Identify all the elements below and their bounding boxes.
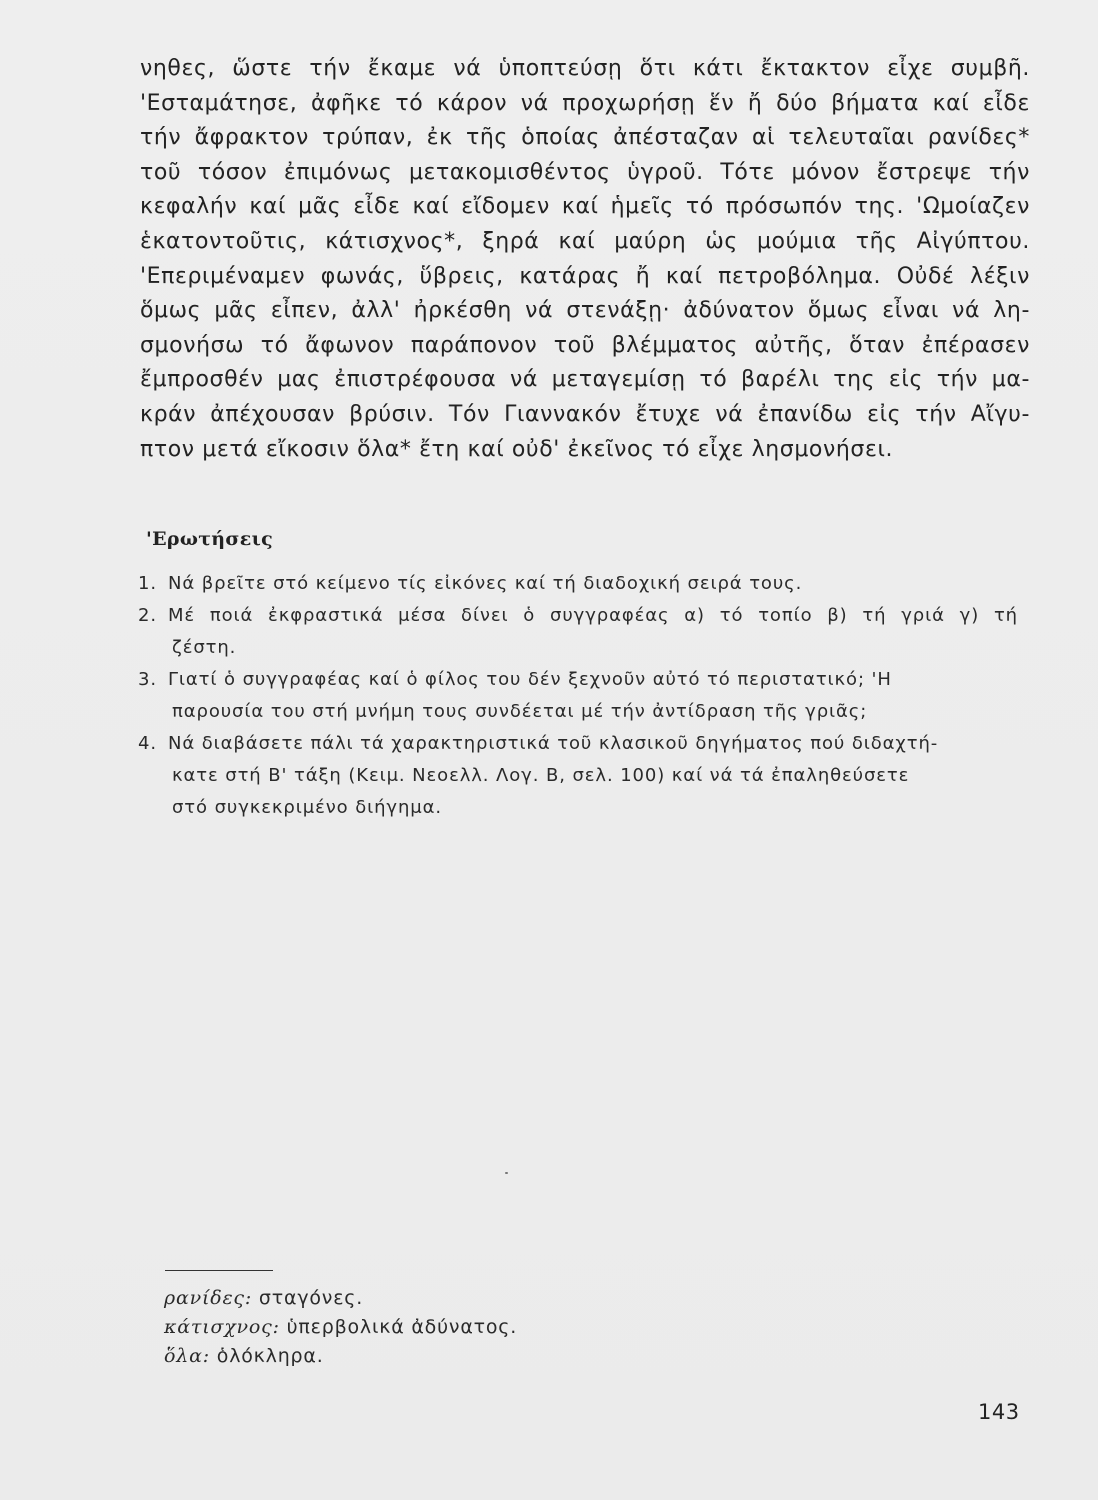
footnote <box>164 1284 517 1313</box>
question-number: 2. <box>138 605 157 626</box>
story-line: ἔμπροσθέν μας ἐπιστρέφουσα νά μεταγεμίσῃ τό βαρέλι της εἰς τήν μα- <box>140 367 1030 393</box>
footnote-definition: σταγόνες. <box>258 1287 364 1309</box>
footnote-definition: ὁλόκληρα. <box>216 1345 324 1367</box>
footnote <box>164 1313 517 1342</box>
story-line: πτον μετά εἴκοσιν ὅλα* ἔτη καί οὐδ' ἐκεῖνος τό εἶχε λησμονήσει. <box>140 436 894 462</box>
question-text: Νά βρεῖτε στό κείμενο τίς εἰκόνες καί τή διαδοχική σειρά τους. <box>168 573 803 594</box>
question-text: κατε στή Β' τάξη (Κειμ. Νεοελλ. Λογ. Β, σελ. 100) καί νά τά ἐπαληθεύσετε <box>172 765 910 786</box>
story-text <box>140 52 1030 467</box>
footnote-term: ὅλα: <box>164 1345 210 1367</box>
question-item <box>138 568 1018 600</box>
story-line: 'Επεριμέναμεν φωνάς, ὕβρεις, κατάρας ἤ καί πετροβόλημα. Οὐδέ λέξιν <box>140 263 1030 289</box>
question-text: στό συγκεκριμένο διήγημα. <box>172 797 442 818</box>
question-item <box>138 600 1018 664</box>
question-item <box>138 664 1018 728</box>
story-line: νηθες, ὥστε τήν ἔκαμε νά ὑποπτεύσῃ ὅτι κάτι ἔκτακτον εἶχε συμβῆ. <box>140 56 1030 81</box>
footnote-definition: ὑπερβολικά ἀδύνατος. <box>286 1316 518 1338</box>
questions-list <box>138 568 1018 824</box>
question-text: ζέστη. <box>172 637 237 658</box>
story-line: κεφαλήν καί μᾶς εἶδε καί εἴδομεν καί ἡμεῖς τό πρόσωπόν της. 'Ωμοίαζεν <box>140 194 1030 220</box>
question-item <box>138 728 1018 824</box>
story-line: 'Εσταμάτησε, ἀφῆκε τό κάρον νά προχωρήσῃ ἕν ἤ δύο βήματα καί εἶδε <box>140 90 1030 116</box>
story-line: τοῦ τόσον ἐπιμόνως μετακομισθέντος ὑγροῦ. Τότε μόνον ἔστρεψε τήν <box>140 159 1030 185</box>
question-number: 3. <box>138 669 157 690</box>
story-line: τήν ἄφρακτον τρύπαν, ἐκ τῆς ὁποίας ἀπέσταζαν αἱ τελευταῖαι ρανίδες* <box>140 125 1030 151</box>
footnote <box>164 1342 517 1371</box>
page-number: 143 <box>978 1400 1020 1424</box>
question-text: Γιατί ὁ συγγραφέας καί ὁ φίλος του δέν ξεχνοῦν αὐτό τό περιστατικό; 'Η <box>168 669 892 690</box>
question-text: παρουσία του στή μνήμη τους συνδέεται μέ τήν ἀντίδραση τῆς γριᾶς; <box>172 701 868 722</box>
question-text: Μέ ποιά ἐκφραστικά μέσα δίνει ὁ συγγραφέας α) τό τοπίο β) τή γριά γ) τή <box>168 605 1018 626</box>
scan-speck <box>505 1172 508 1174</box>
story-line: κράν ἀπέχουσαν βρύσιν. Τόν Γιαννακόν ἔτυχε νά ἐπανίδω εἰς τήν Αἴγυ- <box>140 401 1030 427</box>
footnote-divider <box>165 1270 273 1271</box>
footnote-term: ρανίδες: <box>164 1287 253 1309</box>
question-number: 4. <box>138 733 157 754</box>
story-line: ἑκατοντοῦτις, κάτισχνος*, ξηρά καί μαύρη ὡς μούμια τῆς Αἰγύπτου. <box>140 228 1030 254</box>
story-line: ὅμως μᾶς εἶπεν, ἀλλ' ἠρκέσθη νά στενάξῃ· ἀδύνατον ὅμως εἶναι νά λη- <box>140 298 1030 324</box>
question-number: 1. <box>138 573 157 594</box>
story-line: σμονήσω τό ἄφωνον παράπονον τοῦ βλέμματος αὐτῆς, ὅταν ἐπέρασεν <box>140 332 1030 358</box>
questions-heading: 'Ερωτήσεις <box>146 528 273 550</box>
footnote-term: κάτισχνος: <box>164 1316 280 1338</box>
footnotes <box>164 1284 517 1371</box>
question-text: Νά διαβάσετε πάλι τά χαρακτηριστικά τοῦ κλασικοῦ δηγήματος πού διδαχτή- <box>168 733 939 754</box>
